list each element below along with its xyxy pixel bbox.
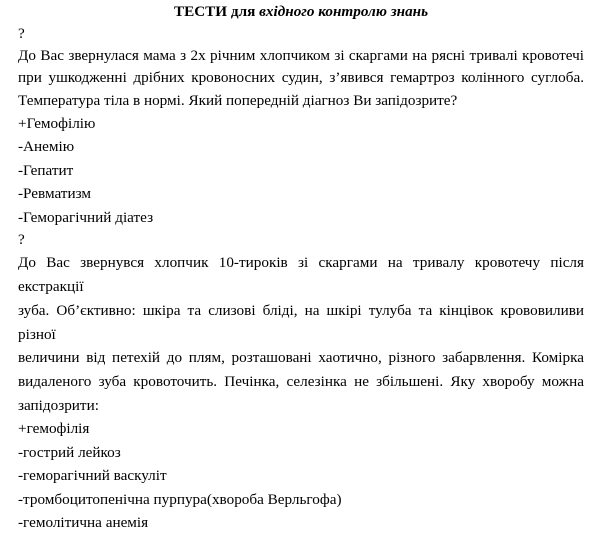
question-text-line: запідозрити: <box>18 396 99 414</box>
question-text-line: видаленого зуба кровоточить. Печінка, селезінка не збільшені. Яку хворобу можна <box>18 372 584 390</box>
question-text <box>18 251 584 417</box>
question-2 <box>18 229 584 534</box>
answer-option: -гемолітична анемія <box>18 514 149 532</box>
answer-option: -Анемію <box>18 138 75 156</box>
question-text-line: До Вас звернулася мама з 2х річним хлопчиком зі скаргами на рясні тривалі кровотечі <box>18 47 584 64</box>
document-title-emphasis: вхідного контролю знань <box>259 3 429 20</box>
answer-option: -Геморагічний діатез <box>18 208 154 226</box>
question-text-line: Температура тіла в нормі. Який попередній діагноз Ви запідозрите? <box>18 91 458 109</box>
document-title-main: ТЕСТИ для <box>173 3 260 20</box>
question-marker: ? <box>18 231 25 249</box>
question-text <box>18 45 584 112</box>
question-text-line: при ушкодженні дрібних кровоносних судин, з’явився гемартроз колінного суглоба. <box>18 69 584 87</box>
answer-option: -гострий лейкоз <box>18 443 121 461</box>
question-1 <box>18 23 584 229</box>
answer-option-correct: +Гемофілію <box>18 114 96 132</box>
answer-option: -Гепатит <box>18 161 74 179</box>
document-page <box>18 0 584 535</box>
answer-option: -тромбоцитопенічна пурпура(хвороба Верльгофа) <box>18 490 342 508</box>
answer-option: -Ревматизм <box>18 185 91 203</box>
question-text-line: До Вас звернувся хлопчик 10-тироків зі скаргами на тривалу кровотечу після екстракції <box>18 254 584 296</box>
document-title <box>18 1 584 23</box>
question-text-line: величини від петехій до плям, розташовані хаотично, різного забарвлення. Комірка <box>18 349 584 367</box>
question-marker: ? <box>18 25 25 42</box>
question-text-line: зуба. Об’єктивно: шкіра та слизові бліді, на шкірі тулуба та кінцівок крововиливи різної <box>18 301 584 343</box>
answer-option-correct: +гемофілія <box>18 420 90 438</box>
answer-option: -геморагічний васкуліт <box>18 467 167 485</box>
